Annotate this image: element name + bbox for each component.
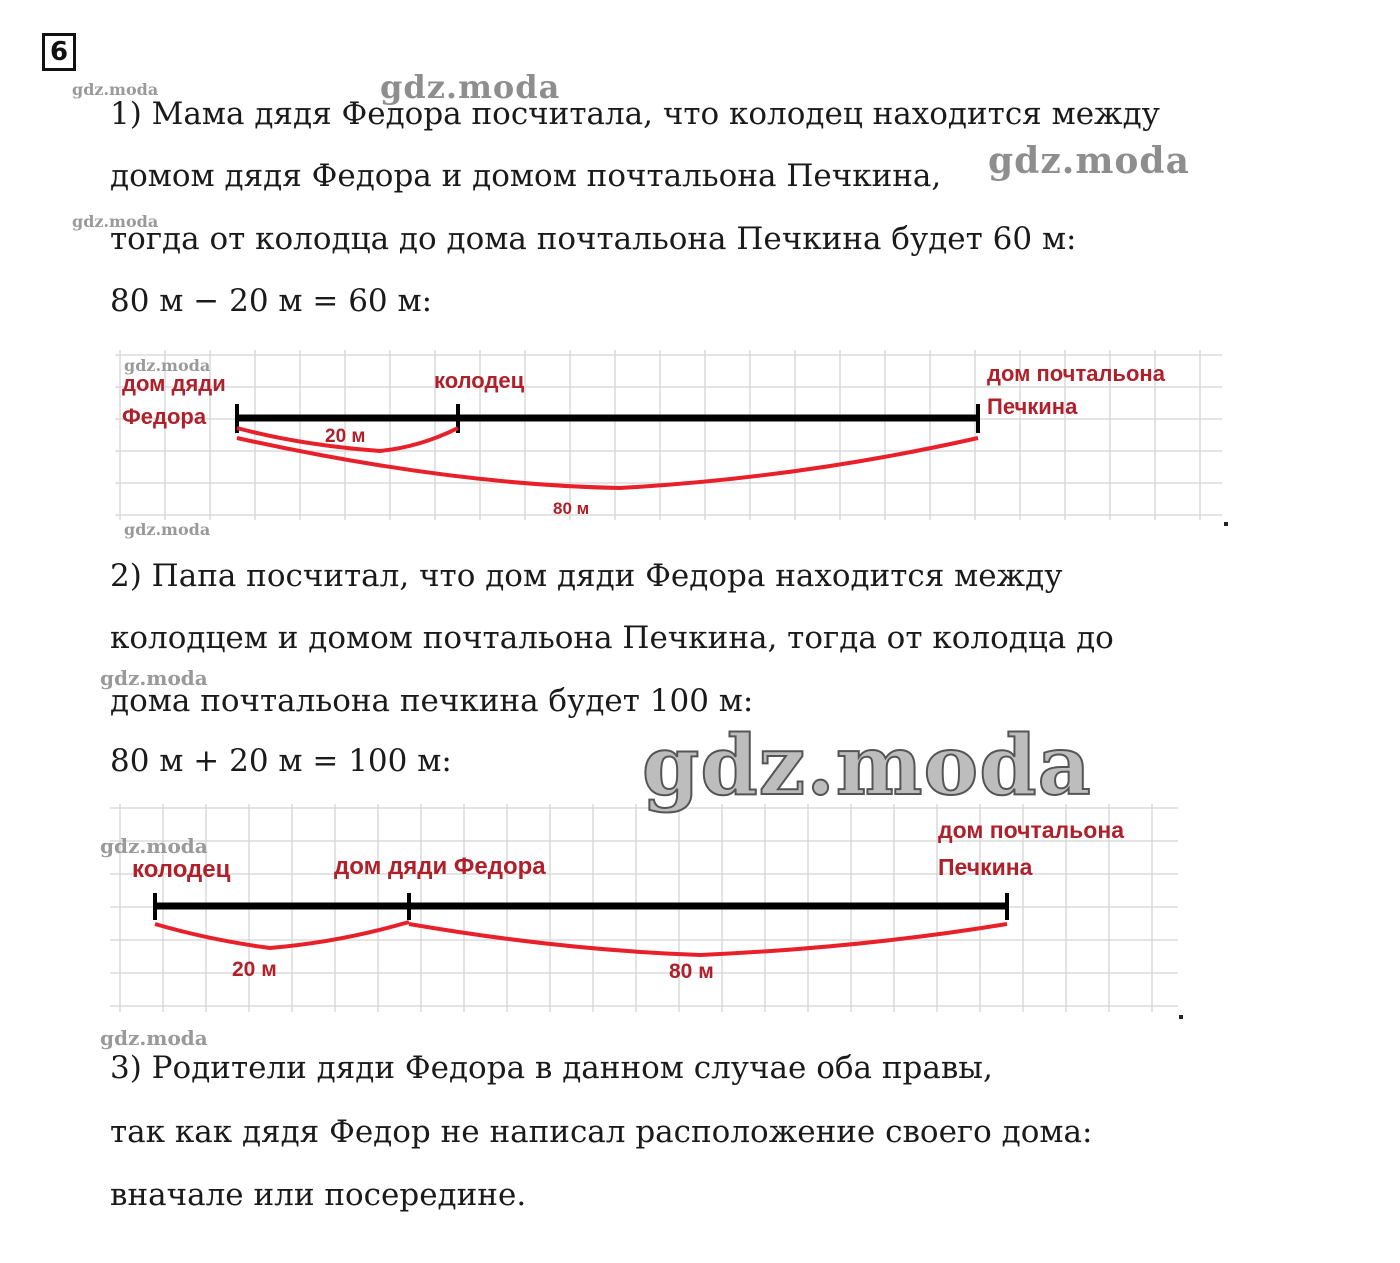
p1-line-1: 1) Мама дядя Федора посчитала, что колодец находится между <box>110 96 1160 132</box>
diagram-2-arc-20 <box>155 922 409 948</box>
watermark-mid-2: gdz.moda <box>988 140 1190 182</box>
p3-line-1: 3) Родители дяди Федора в данном случае оба правы, <box>110 1050 993 1086</box>
diagram-1-label-uncle-house-2: Федора <box>122 404 207 429</box>
p1-equation: 80 м − 20 м = 60 м: <box>110 283 433 319</box>
diagram-1-label-well: колодец <box>434 368 525 393</box>
diagram-2-label-postman-1: дом почтальона <box>938 817 1125 843</box>
task-number-badge: 6 <box>42 33 76 71</box>
p3-line-3: вначале или посередине. <box>110 1177 527 1213</box>
diagram-2-label-well: колодец <box>132 856 231 883</box>
watermark-mid-1: gdz.moda <box>380 68 561 106</box>
diagram-2-period <box>1179 1015 1183 1019</box>
p2-line-1: 2) Папа посчитал, что дом дяди Федора находится между <box>110 558 1063 594</box>
diagram-1-label-postman-2: Печкина <box>987 394 1078 419</box>
p2-equation: 80 м + 20 м = 100 м: <box>110 743 452 779</box>
p2-line-3: дома почтальона печкина будет 100 м: <box>110 683 754 719</box>
watermark-small-6: gdz.moda <box>100 834 208 858</box>
watermark-small-1: gdz.moda <box>72 80 159 99</box>
watermark-small-2: gdz.moda <box>72 212 159 231</box>
p3-line-2: так как дядя Федор не написал расположение своего дома: <box>110 1114 1093 1150</box>
watermark-small-7: gdz.moda <box>100 1026 208 1050</box>
watermark-small-4: gdz.moda <box>124 520 211 539</box>
watermark-small-3: gdz.moda <box>124 356 211 375</box>
p1-line-3: тогда от колодца до дома почтальона Печкина будет 60 м: <box>110 221 1077 257</box>
watermark-large: gdz.moda <box>642 718 1092 814</box>
diagram-2-arc-label-80: 80 м <box>669 960 714 983</box>
diagram-2-label-postman-2: Печкина <box>938 854 1033 880</box>
diagram-1-label-uncle-house-1: дом дяди <box>122 371 226 396</box>
diagram-2-label-uncle-house: дом дяди Федора <box>334 853 546 880</box>
diagram-2-arc-label-20: 20 м <box>232 958 277 981</box>
p2-line-2: колодцем и домом почтальона Печкина, тогда от колодца до <box>110 620 1114 656</box>
diagram-1-arc-label-20: 20 м <box>325 426 366 447</box>
p1-line-2: домом дядя Федора и домом почтальона Печкина, <box>110 158 942 194</box>
diagram-1-arc-label-80: 80 м <box>553 499 590 518</box>
watermark-small-5: gdz.moda <box>100 666 208 690</box>
diagram-1-label-postman-1: дом почтальона <box>987 361 1165 386</box>
